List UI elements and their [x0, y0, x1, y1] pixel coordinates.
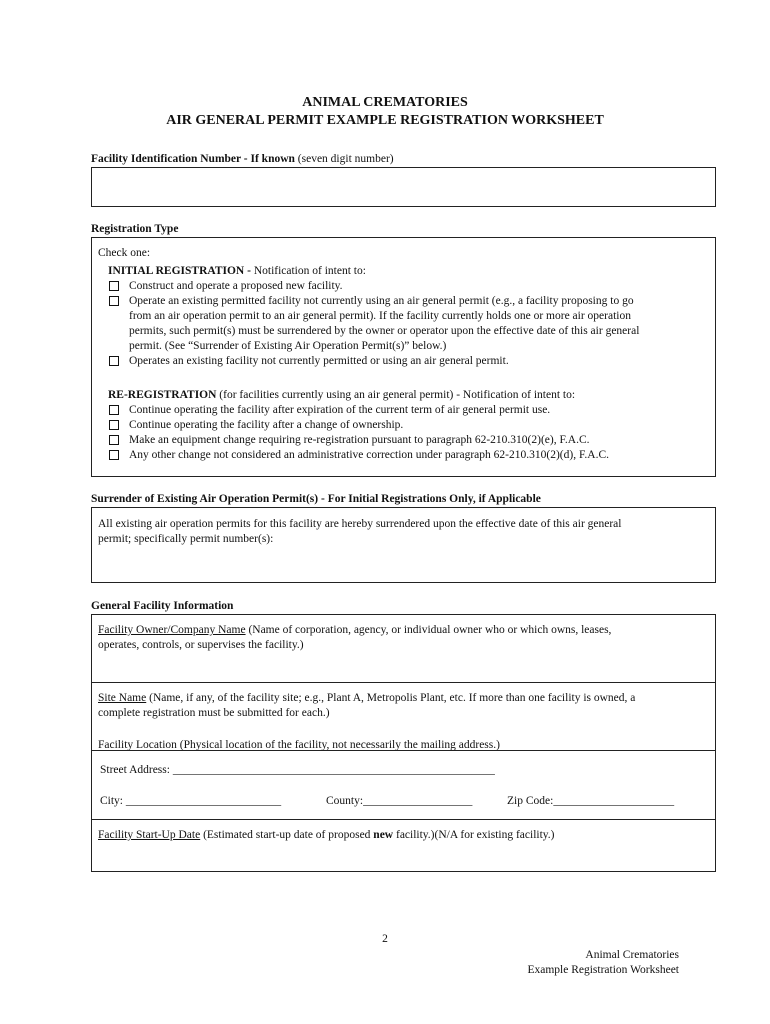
owner-name-title: Facility Owner/Company Name	[98, 624, 246, 636]
footer-line-2: Example Registration Worksheet	[527, 964, 679, 976]
surrender-label: Surrender of Existing Air Operation Permit(s) - For Initial Registrations Only, if Applicable	[91, 493, 541, 505]
rereg-option-2-checkbox[interactable]	[109, 420, 119, 430]
initial-registration-heading	[108, 264, 366, 279]
general-info-box	[91, 614, 716, 872]
rereg-option-2-text: Continue operating the facility after a change of ownership.	[129, 419, 404, 431]
re-registration-heading	[108, 388, 575, 403]
site-name-note-line-2: complete registration must be submitted for each.)	[98, 707, 330, 719]
rereg-option-3-text: Make an equipment change requiring re-registration pursuant to paragraph 62-210.310(2)(e), F.A.C.	[129, 434, 590, 446]
facility-location-title: Facility Location (Physical location of the facility, not necessarily the mailing address.)	[98, 739, 500, 751]
surrender-text-line-2: permit; specifically permit number(s):	[98, 533, 274, 545]
rereg-option-1-text: Continue operating the facility after expiration of the current term of air general permit use.	[129, 404, 551, 416]
initial-option-3-text: Operates an existing facility not currently permitted or using an air general permit.	[129, 355, 509, 367]
county-row	[326, 794, 472, 809]
site-name-note: (Name, if any, of the facility site; e.g., Plant A, Metropolis Plant, etc. If more than one facility is owned, a	[149, 692, 636, 704]
initial-option-2-text-line-2: from an air operation permit to an air general permit). If the facility currently holds one or more air operation	[129, 310, 631, 322]
facility-id-label-note: (seven digit number)	[297, 153, 394, 165]
startup-date-note-a: (Estimated start-up date of proposed	[203, 829, 371, 841]
rereg-option-3-checkbox[interactable]	[109, 435, 119, 445]
initial-option-1-checkbox[interactable]	[109, 281, 119, 291]
city-label: City:	[100, 795, 124, 807]
footer-line-1: Animal Crematories	[585, 949, 679, 961]
owner-name-field-title[interactable]	[98, 623, 611, 638]
startup-date-field-title[interactable]	[98, 828, 555, 843]
startup-date-note-bold: new	[373, 829, 394, 841]
page-title-line-2: AIR GENERAL PERMIT EXAMPLE REGISTRATION WORKSHEET	[166, 113, 604, 128]
zip-input[interactable]: _____________________	[553, 795, 675, 807]
street-address-input[interactable]: ________________________________________________________	[172, 764, 495, 776]
initial-option-2-text-line-3: permits, such permit(s) must be surrendered by the owner or operator upon the effective date of this air general	[129, 325, 640, 337]
street-address-label: Street Address:	[100, 764, 170, 776]
city-input[interactable]: ___________________________	[125, 795, 282, 807]
facility-id-field[interactable]	[91, 167, 716, 207]
zip-label: Zip Code:	[507, 795, 554, 807]
county-input[interactable]: ___________________	[363, 795, 473, 807]
facility-id-label-bold: Facility Identification Number - If known	[91, 153, 295, 165]
initial-option-2-text-line-1: Operate an existing permitted facility not currently using an air general permit (e.g., a facility proposing to go	[129, 295, 634, 307]
city-row	[100, 794, 281, 809]
divider	[92, 750, 715, 751]
facility-id-label	[91, 152, 394, 167]
divider	[92, 682, 715, 683]
county-label: County:	[326, 795, 364, 807]
page-number: 2	[382, 933, 388, 945]
general-info-label: General Facility Information	[91, 600, 234, 612]
site-name-field-title[interactable]	[98, 691, 635, 706]
initial-option-2-text-line-4: permit. (See “Surrender of Existing Air Operation Permit(s)” below.)	[129, 340, 447, 352]
page-title-line-1: ANIMAL CREMATORIES	[302, 95, 468, 110]
rereg-option-4-text: Any other change not considered an administrative correction under paragraph 62-210.310(2)(d), F.A.C.	[129, 449, 610, 461]
owner-name-note: (Name of corporation, agency, or individual owner who or which owns, leases,	[248, 624, 612, 636]
startup-date-title: Facility Start-Up Date	[98, 829, 201, 841]
site-name-title: Site Name	[98, 692, 147, 704]
surrender-box[interactable]	[91, 507, 716, 583]
initial-option-2-checkbox[interactable]	[109, 296, 119, 306]
registration-type-label: Registration Type	[91, 223, 179, 235]
rereg-option-1-checkbox[interactable]	[109, 405, 119, 415]
startup-date-note-b: facility.)(N/A for existing facility.)	[395, 829, 555, 841]
registration-type-box	[91, 237, 716, 477]
zip-row	[507, 794, 674, 809]
initial-option-3-checkbox[interactable]	[109, 356, 119, 366]
owner-name-note-line-2: operates, controls, or supervises the facility.)	[98, 639, 304, 651]
surrender-text-line-1: All existing air operation permits for this facility are hereby surrendered upon the effective date of this air general	[98, 518, 622, 530]
re-registration-note: (for facilities currently using an air general permit) - Notification of intent to:	[219, 389, 576, 401]
check-one-text: Check one:	[98, 247, 151, 259]
rereg-option-4-checkbox[interactable]	[109, 450, 119, 460]
divider	[92, 819, 715, 820]
street-address-row	[100, 763, 495, 778]
initial-option-1-text: Construct and operate a proposed new facility.	[129, 280, 343, 292]
re-registration-title: RE-REGISTRATION	[108, 389, 217, 401]
initial-registration-title: INITIAL REGISTRATION -	[108, 265, 251, 277]
initial-registration-note: Notification of intent to:	[253, 265, 366, 277]
